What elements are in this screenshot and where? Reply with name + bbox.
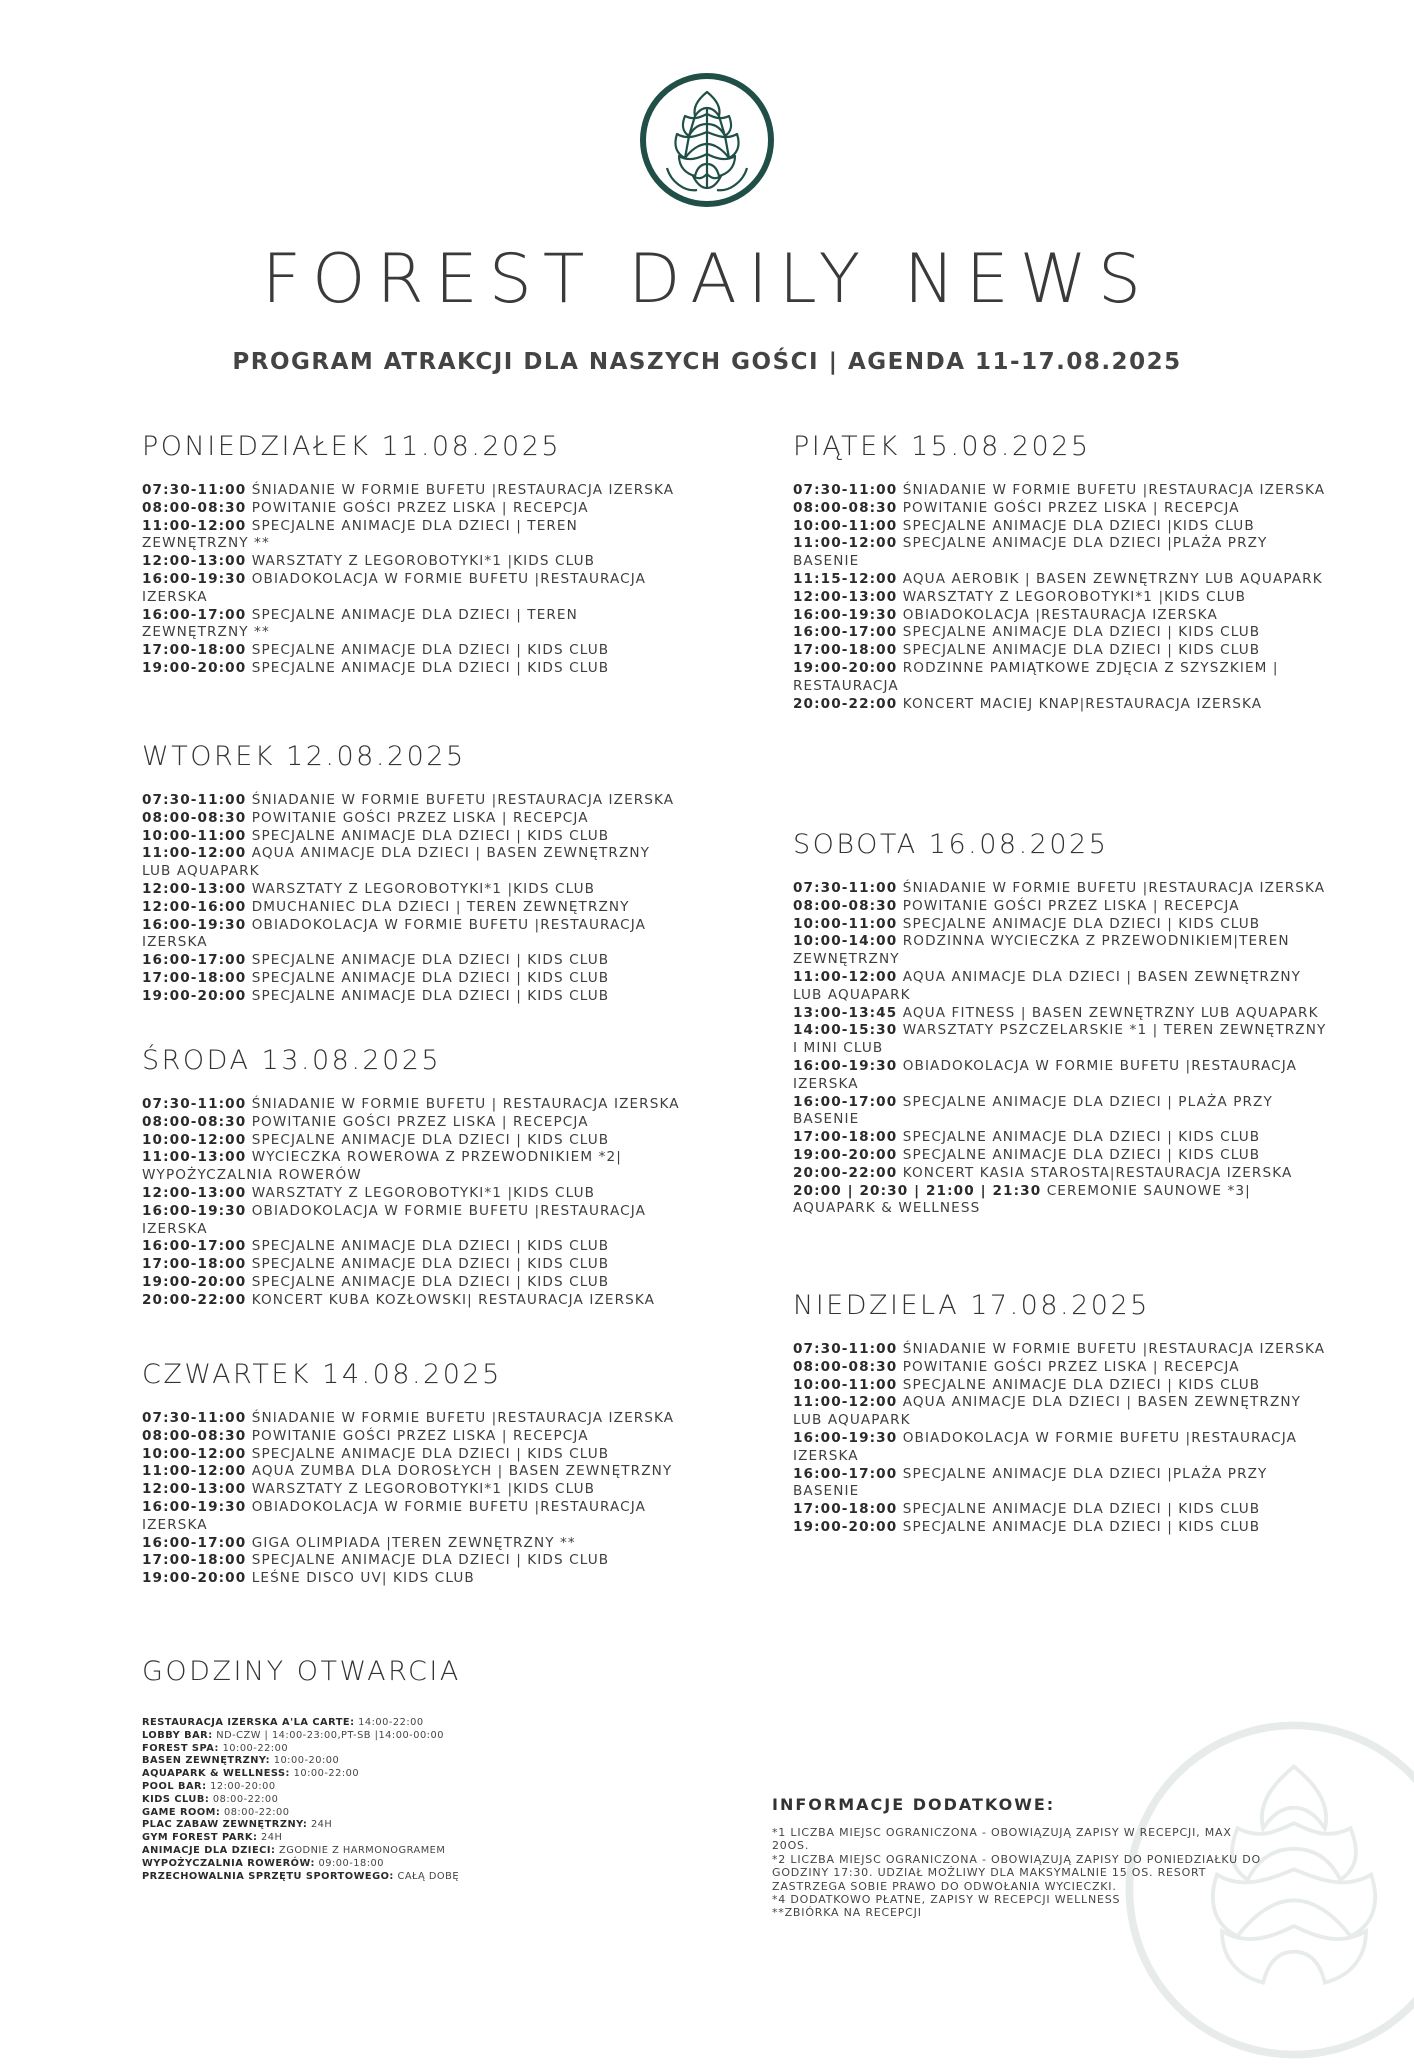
event-row	[793, 1430, 1333, 1466]
opening-hours-row	[142, 1858, 682, 1871]
event-time: 07:30-11:00	[793, 880, 898, 896]
event-time: 12:00-13:00	[142, 1481, 247, 1498]
event-row	[142, 500, 682, 518]
event-description: ŚNIADANIE W FORMIE BUFETU |RESTAURACJA IZERSKA	[902, 482, 1326, 498]
event-row	[793, 624, 1333, 642]
event-row	[142, 1149, 682, 1185]
event-time: 08:00-08:30	[793, 897, 898, 914]
opening-hours-row	[142, 1768, 682, 1781]
event-time: 10:00-14:00	[793, 933, 898, 950]
agenda-subtitle: PROGRAM ATRAKCJI DLA NASZYCH GOŚCI | AGENDA 11-17.08.2025	[232, 349, 1182, 375]
event-row	[793, 1519, 1333, 1537]
additional-info-section	[772, 1795, 1272, 1920]
additional-info-notes	[772, 1826, 1272, 1920]
opening-hours-row	[142, 1832, 682, 1845]
event-time: 11:00-13:00	[142, 1149, 247, 1166]
info-note: *2 LICZBA MIEJSC OGRANICZONA - OBOWIĄZUJĄ ZAPISY DO PONIEDZIAŁKU DO GODZINY 17:30. UDZIAŁ MOŻLIWY DLA MAKSYMALNIE 15 OS. RESORT ZASTRZEGA SOBIE PRAWO DO ODWOŁANIA WYCIECZKI.	[772, 1852, 1262, 1893]
day-section	[142, 431, 682, 678]
day-section	[793, 1290, 1333, 1537]
event-description: OBIADOKOLACJA |RESTAURACJA IZERSKA	[902, 606, 1218, 623]
event-time: 07:30-11:00	[142, 1096, 247, 1112]
event-description: WARSZTATY Z LEGOROBOTYKI*1 |KIDS CLUB	[251, 553, 596, 570]
event-row	[793, 1501, 1333, 1519]
event-time: 08:00-08:30	[793, 1358, 898, 1375]
event-time: 12:00-13:00	[793, 588, 898, 605]
event-description: SPECJALNE ANIMACJE DLA DZIECI | KIDS CLUB	[251, 1552, 610, 1569]
venue-label: PLAC ZABAW ZEWNĘTRZNY:	[142, 1819, 308, 1831]
event-description: WARSZTATY Z LEGOROBOTYKI*1 |KIDS CLUB	[251, 880, 596, 897]
event-row	[142, 988, 682, 1006]
venue-hours: CAŁĄ DOBĘ	[397, 1870, 460, 1882]
opening-hours-title: GODZINY OTWARCIA	[142, 1656, 461, 1687]
event-row	[142, 792, 682, 810]
day-section	[142, 1045, 682, 1310]
event-row	[142, 1096, 682, 1114]
event-row	[793, 482, 1333, 500]
event-description: OBIADOKOLACJA W FORMIE BUFETU |RESTAURACJA IZERSKA	[793, 1057, 1298, 1092]
event-time: 16:00-19:30	[793, 1429, 898, 1446]
event-row	[793, 916, 1333, 934]
event-row	[142, 899, 682, 917]
opening-hours-row	[142, 1743, 682, 1756]
event-description: POWITANIE GOŚCI PRZEZ LISKA | RECEPCJA	[902, 897, 1240, 914]
opening-hours-row	[142, 1717, 682, 1730]
day-section	[142, 741, 682, 1006]
event-row	[793, 1147, 1333, 1165]
venue-label: GAME ROOM:	[142, 1806, 221, 1818]
event-time: 08:00-08:30	[142, 1113, 247, 1130]
event-description: ŚNIADANIE W FORMIE BUFETU |RESTAURACJA IZERSKA	[902, 880, 1326, 896]
opening-hours-row	[142, 1819, 682, 1832]
event-row	[142, 810, 682, 828]
event-time: 10:00-11:00	[793, 1376, 898, 1393]
event-row	[793, 1377, 1333, 1395]
event-time: 16:00-19:30	[142, 570, 247, 587]
venue-hours: 12:00-20:00	[210, 1780, 276, 1792]
event-row	[142, 553, 682, 571]
event-description: SPECJALNE ANIMACJE DLA DZIECI |PLAŻA PRZY BASENIE	[793, 535, 1268, 570]
venue-hours: 08:00-22:00	[223, 1806, 290, 1818]
additional-info-title: INFORMACJE DODATKOWE:	[772, 1795, 1056, 1814]
event-description: LEŚNE DISCO UV| KIDS CLUB	[251, 1570, 475, 1587]
event-list	[793, 1341, 1333, 1537]
venue-hours: 08:00-22:00	[212, 1793, 279, 1805]
event-description: CEREMONIE SAUNOWE *3| AQUAPARK & WELLNESS	[793, 1182, 1251, 1217]
event-description: SPECJALNE ANIMACJE DLA DZIECI | KIDS CLUB	[902, 1501, 1261, 1518]
event-description: AQUA FITNESS | BASEN ZEWNĘTRZNY LUB AQUAPARK	[902, 1004, 1319, 1021]
event-time: 16:00-19:30	[142, 916, 247, 933]
event-time: 20:00-22:00	[793, 1164, 898, 1181]
event-row	[142, 607, 682, 643]
event-description: SPECJALNE ANIMACJE DLA DZIECI | KIDS CLUB	[251, 1273, 610, 1290]
event-description: WARSZTATY Z LEGOROBOTYKI*1 |KIDS CLUB	[902, 588, 1247, 605]
event-description: SPECJALNE ANIMACJE DLA DZIECI | KIDS CLUB	[251, 1445, 610, 1462]
event-row	[142, 1203, 682, 1239]
event-description: SPECJALNE ANIMACJE DLA DZIECI | KIDS CLUB	[902, 624, 1261, 641]
event-description: SPECJALNE ANIMACJE DLA DZIECI | KIDS CLUB	[251, 827, 610, 844]
event-time: 19:00-20:00	[793, 1518, 898, 1535]
event-time: 16:00-17:00	[142, 606, 247, 623]
event-row	[142, 1552, 682, 1570]
event-description: POWITANIE GOŚCI PRZEZ LISKA | RECEPCJA	[251, 1113, 589, 1130]
event-description: SPECJALNE ANIMACJE DLA DZIECI | KIDS CLUB	[902, 1376, 1261, 1393]
event-time: 12:00-13:00	[142, 553, 247, 570]
opening-hours-row	[142, 1755, 682, 1768]
info-note: *1 LICZBA MIEJSC OGRANICZONA - OBOWIĄZUJĄ ZAPISY W RECEPCJI, MAX 20OS.	[772, 1826, 1232, 1853]
venue-hours: 10:00-22:00	[222, 1742, 289, 1754]
event-row	[142, 1481, 682, 1499]
event-description: SPECJALNE ANIMACJE DLA DZIECI | KIDS CLUB	[251, 1131, 610, 1148]
venue-label: WYPOŻYCZALNIA ROWERÓW:	[142, 1857, 315, 1869]
event-time: 11:00-12:00	[793, 535, 898, 552]
event-list	[142, 1410, 682, 1588]
event-time: 17:00-18:00	[142, 1256, 247, 1273]
event-time: 19:00-20:00	[793, 1146, 898, 1163]
event-description: RODZINNA WYCIECZKA Z PRZEWODNIKIEM|TEREN ZEWNĘTRZNY	[793, 933, 1290, 968]
event-time: 10:00-11:00	[142, 827, 247, 844]
venue-label: ANIMACJE DLA DZIECI:	[142, 1844, 276, 1856]
event-time: 07:30-11:00	[793, 482, 898, 498]
event-time: 08:00-08:30	[142, 809, 247, 826]
venue-label: GYM FOREST PARK:	[142, 1832, 258, 1844]
event-row	[142, 1463, 682, 1481]
event-time: 17:00-18:00	[142, 969, 247, 986]
venue-label: RESTAURACJA IZERSKA A'LA CARTE:	[142, 1717, 355, 1728]
event-description: RODZINNE PAMIĄTKOWE ZDJĘCIA Z SZYSZKIEM | RESTAURACJA	[793, 659, 1279, 694]
event-description: WYCIECZKA ROWEROWA Z PRZEWODNIKIEM *2| WYPOŻYCZALNIA ROWERÓW	[142, 1149, 622, 1184]
event-description: KONCERT MACIEJ KNAP|RESTAURACJA IZERSKA	[902, 695, 1263, 712]
forest-cone-logo-icon	[637, 70, 777, 210]
event-time: 19:00-20:00	[142, 1570, 247, 1587]
event-row	[793, 1165, 1333, 1183]
event-row	[793, 571, 1333, 589]
info-note: *4 DODATKOWO PŁATNE, ZAPISY W RECEPCJI WELLNESS	[772, 1893, 1121, 1907]
day-section	[793, 829, 1333, 1218]
venue-hours: 24H	[310, 1819, 333, 1831]
event-row	[793, 969, 1333, 1005]
venue-hours: 14:00-22:00	[358, 1717, 424, 1728]
event-time: 17:00-18:00	[793, 1501, 898, 1518]
event-time: 08:00-08:30	[793, 499, 898, 516]
event-time: 10:00-11:00	[793, 915, 898, 932]
event-description: SPECJALNE ANIMACJE DLA DZIECI | KIDS CLUB	[251, 969, 610, 986]
event-row	[142, 952, 682, 970]
venue-label: AQUAPARK & WELLNESS:	[142, 1768, 290, 1780]
event-row	[142, 1446, 682, 1464]
event-time: 20:00-22:00	[793, 695, 898, 712]
event-time: 16:00-19:30	[142, 1202, 247, 1219]
event-row	[142, 1132, 682, 1150]
event-time: 07:30-11:00	[142, 1410, 247, 1426]
event-row	[793, 1341, 1333, 1359]
event-time: 16:00-19:30	[793, 606, 898, 623]
event-description: ŚNIADANIE W FORMIE BUFETU |RESTAURACJA IZERSKA	[902, 1341, 1326, 1357]
venue-hours: 09:00-18:00	[318, 1857, 385, 1869]
event-row	[793, 898, 1333, 916]
event-row	[793, 1022, 1333, 1058]
event-time: 17:00-18:00	[793, 642, 898, 659]
event-time: 14:00-15:30	[793, 1022, 898, 1039]
event-row	[793, 1005, 1333, 1023]
event-row	[793, 1129, 1333, 1147]
event-row	[142, 1428, 682, 1446]
venue-label: POOL BAR:	[142, 1780, 207, 1792]
event-time: 11:00-12:00	[142, 1463, 247, 1480]
venue-hours: 24H	[261, 1832, 283, 1844]
event-time: 10:00-12:00	[142, 1445, 247, 1462]
event-description: AQUA ANIMACJE DLA DZIECI | BASEN ZEWNĘTRZNY LUB AQUAPARK	[793, 1394, 1302, 1429]
event-row	[142, 571, 682, 607]
event-time: 16:00-17:00	[793, 1093, 898, 1110]
event-row	[142, 1410, 682, 1428]
event-description: POWITANIE GOŚCI PRZEZ LISKA | RECEPCJA	[902, 499, 1240, 516]
event-time: 11:00-12:00	[142, 845, 247, 862]
event-list	[793, 482, 1333, 713]
event-description: SPECJALNE ANIMACJE DLA DZIECI | KIDS CLUB	[902, 1146, 1261, 1163]
event-description: POWITANIE GOŚCI PRZEZ LISKA | RECEPCJA	[251, 1427, 589, 1444]
event-time: 16:00-17:00	[793, 1465, 898, 1482]
opening-hours-row	[142, 1781, 682, 1794]
event-description: SPECJALNE ANIMACJE DLA DZIECI | TEREN ZEWNĘTRZNY **	[142, 606, 578, 641]
event-description: WARSZTATY PSZCZELARSKIE *1 | TEREN ZEWNĘTRZNY I MINI CLUB	[793, 1022, 1327, 1057]
day-title: NIEDZIELA 17.08.2025	[793, 1290, 1150, 1321]
venue-label: PRZECHOWALNIA SPRZĘTU SPORTOWEGO:	[142, 1870, 394, 1882]
event-row	[793, 1094, 1333, 1130]
event-row	[793, 696, 1333, 714]
event-time: 19:00-20:00	[142, 659, 247, 676]
opening-hours-row	[142, 1730, 682, 1743]
event-time: 17:00-18:00	[142, 642, 247, 659]
event-time: 13:00-13:45	[793, 1004, 898, 1021]
event-description: OBIADOKOLACJA W FORMIE BUFETU |RESTAURACJA IZERSKA	[142, 1202, 647, 1237]
opening-hours-section	[142, 1656, 682, 1883]
event-description: SPECJALNE ANIMACJE DLA DZIECI |PLAŻA PRZY BASENIE	[793, 1465, 1268, 1500]
event-time: 07:30-11:00	[793, 1341, 898, 1357]
event-description: AQUA AEROBIK | BASEN ZEWNĘTRZNY LUB AQUAPARK	[902, 570, 1323, 587]
event-row	[142, 917, 682, 953]
event-time: 10:00-11:00	[793, 517, 898, 534]
event-row	[793, 642, 1333, 660]
event-row	[142, 1274, 682, 1292]
event-row	[793, 1183, 1333, 1219]
event-time: 16:00-19:30	[793, 1057, 898, 1074]
day-title: CZWARTEK 14.08.2025	[142, 1359, 502, 1390]
event-description: SPECJALNE ANIMACJE DLA DZIECI | KIDS CLUB	[902, 1129, 1261, 1146]
event-description: SPECJALNE ANIMACJE DLA DZIECI | KIDS CLUB	[251, 659, 610, 676]
event-description: SPECJALNE ANIMACJE DLA DZIECI | KIDS CLUB	[251, 1256, 610, 1273]
opening-hours-row	[142, 1871, 682, 1884]
event-row	[793, 1466, 1333, 1502]
event-row	[142, 828, 682, 846]
day-section	[793, 431, 1333, 713]
event-row	[793, 660, 1333, 696]
event-row	[142, 1499, 682, 1535]
event-description: GIGA OLIMPIADA |TEREN ZEWNĘTRZNY **	[251, 1534, 576, 1551]
event-time: 19:00-20:00	[793, 659, 898, 676]
opening-hours-row	[142, 1794, 682, 1807]
event-description: POWITANIE GOŚCI PRZEZ LISKA | RECEPCJA	[251, 809, 589, 826]
day-title: WTOREK 12.08.2025	[142, 741, 466, 772]
event-row	[142, 1238, 682, 1256]
venue-hours: 10:00-20:00	[273, 1755, 340, 1767]
event-description: SPECJALNE ANIMACJE DLA DZIECI | TEREN ZEWNĘTRZNY **	[142, 517, 578, 552]
event-row	[793, 535, 1333, 571]
event-description: POWITANIE GOŚCI PRZEZ LISKA | RECEPCJA	[902, 1358, 1240, 1375]
event-description: ŚNIADANIE W FORMIE BUFETU |RESTAURACJA IZERSKA	[251, 792, 675, 808]
event-description: AQUA ANIMACJE DLA DZIECI | BASEN ZEWNĘTRZNY LUB AQUAPARK	[793, 968, 1302, 1003]
event-description: SPECJALNE ANIMACJE DLA DZIECI |KIDS CLUB	[902, 517, 1255, 534]
day-title: PIĄTEK 15.08.2025	[793, 431, 1091, 462]
day-title: SOBOTA 16.08.2025	[793, 829, 1109, 860]
day-title: PONIEDZIAŁEK 11.08.2025	[142, 431, 562, 462]
event-row	[793, 607, 1333, 625]
event-row	[142, 518, 682, 554]
event-description: SPECJALNE ANIMACJE DLA DZIECI | KIDS CLUB	[902, 915, 1261, 932]
event-description: ŚNIADANIE W FORMIE BUFETU |RESTAURACJA IZERSKA	[251, 482, 675, 498]
event-row	[142, 970, 682, 988]
event-description: WARSZTATY Z LEGOROBOTYKI*1 |KIDS CLUB	[251, 1481, 596, 1498]
event-row	[142, 660, 682, 678]
event-time: 17:00-18:00	[793, 1129, 898, 1146]
page-title: FOREST DAILY NEWS	[261, 240, 1153, 319]
event-time: 16:00-17:00	[793, 624, 898, 641]
event-description: OBIADOKOLACJA W FORMIE BUFETU |RESTAURACJA IZERSKA	[793, 1429, 1298, 1464]
event-row	[142, 1570, 682, 1588]
event-description: OBIADOKOLACJA W FORMIE BUFETU |RESTAURACJA IZERSKA	[142, 916, 647, 951]
event-time: 20:00-22:00	[142, 1291, 247, 1308]
event-description: SPECJALNE ANIMACJE DLA DZIECI | PLAŻA PRZY BASENIE	[793, 1093, 1273, 1128]
info-note: **ZBIÓRKA NA RECEPCJI	[772, 1906, 922, 1920]
event-description: ŚNIADANIE W FORMIE BUFETU |RESTAURACJA IZERSKA	[251, 1410, 675, 1426]
event-description: SPECJALNE ANIMACJE DLA DZIECI | KIDS CLUB	[251, 642, 610, 659]
event-description: WARSZTATY Z LEGOROBOTYKI*1 |KIDS CLUB	[251, 1184, 596, 1201]
event-time: 19:00-20:00	[142, 1273, 247, 1290]
event-description: SPECJALNE ANIMACJE DLA DZIECI | KIDS CLUB	[251, 987, 610, 1004]
event-row	[142, 1535, 682, 1553]
event-description: SPECJALNE ANIMACJE DLA DZIECI | KIDS CLUB	[902, 1518, 1261, 1535]
event-row	[793, 1058, 1333, 1094]
event-row	[142, 642, 682, 660]
event-time: 17:00-18:00	[142, 1552, 247, 1569]
venue-hours: 10:00-22:00	[293, 1768, 360, 1780]
event-description: AQUA ZUMBA DLA DOROSŁYCH | BASEN ZEWNĘTRZNY	[251, 1463, 673, 1480]
opening-hours-row	[142, 1845, 682, 1858]
venue-hours: ZGODNIE Z HARMONOGRAMEM	[279, 1844, 446, 1856]
event-row	[142, 1185, 682, 1203]
event-description: SPECJALNE ANIMACJE DLA DZIECI | KIDS CLUB	[251, 952, 610, 969]
event-row	[142, 881, 682, 899]
event-time: 08:00-08:30	[142, 1427, 247, 1444]
event-description: AQUA ANIMACJE DLA DZIECI | BASEN ZEWNĘTRZNY LUB AQUAPARK	[142, 845, 651, 880]
event-time: 11:00-12:00	[793, 1394, 898, 1411]
event-description: SPECJALNE ANIMACJE DLA DZIECI | KIDS CLUB	[251, 1238, 610, 1255]
event-row	[142, 1292, 682, 1310]
event-description: SPECJALNE ANIMACJE DLA DZIECI | KIDS CLUB	[902, 642, 1261, 659]
event-time: 12:00-13:00	[142, 880, 247, 897]
event-time: 16:00-17:00	[142, 1238, 247, 1255]
event-description: DMUCHANIEC DLA DZIECI | TEREN ZEWNĘTRZNY	[251, 898, 630, 915]
event-row	[793, 500, 1333, 518]
event-time: 16:00-17:00	[142, 1534, 247, 1551]
event-time: 12:00-13:00	[142, 1184, 247, 1201]
opening-hours-list	[142, 1717, 682, 1883]
venue-label: FOREST SPA:	[142, 1742, 219, 1754]
event-time: 08:00-08:30	[142, 499, 247, 516]
event-row	[793, 880, 1333, 898]
event-time: 20:00 | 20:30 | 21:00 | 21:30	[793, 1182, 1042, 1199]
event-description: OBIADOKOLACJA W FORMIE BUFETU |RESTAURACJA IZERSKA	[142, 570, 647, 605]
day-section	[142, 1359, 682, 1588]
event-list	[142, 792, 682, 1006]
event-list	[142, 482, 682, 678]
event-row	[142, 1256, 682, 1274]
event-description: KONCERT KASIA STAROSTA|RESTAURACJA IZERSKA	[902, 1164, 1293, 1181]
event-time: 11:00-12:00	[793, 968, 898, 985]
event-row	[793, 1359, 1333, 1377]
event-list	[142, 1096, 682, 1310]
event-row	[142, 845, 682, 881]
event-description: OBIADOKOLACJA W FORMIE BUFETU |RESTAURACJA IZERSKA	[142, 1498, 647, 1533]
venue-label: LOBBY BAR:	[142, 1729, 213, 1741]
venue-label: KIDS CLUB:	[142, 1793, 210, 1805]
event-time: 11:15-12:00	[793, 570, 898, 587]
event-time: 11:00-12:00	[142, 517, 247, 534]
event-row	[142, 482, 682, 500]
event-time: 16:00-19:30	[142, 1498, 247, 1515]
event-time: 16:00-17:00	[142, 952, 247, 969]
event-row	[793, 1394, 1333, 1430]
event-row	[142, 1114, 682, 1132]
event-time: 12:00-16:00	[142, 898, 247, 915]
event-description: KONCERT KUBA KOZŁOWSKI| RESTAURACJA IZERSKA	[251, 1291, 656, 1308]
event-row	[793, 518, 1333, 536]
event-time: 07:30-11:00	[142, 792, 247, 808]
event-row	[793, 589, 1333, 607]
event-time: 07:30-11:00	[142, 482, 247, 498]
event-row	[793, 933, 1333, 969]
event-time: 10:00-12:00	[142, 1131, 247, 1148]
event-description: POWITANIE GOŚCI PRZEZ LISKA | RECEPCJA	[251, 499, 589, 516]
venue-label: BASEN ZEWNĘTRZNY:	[142, 1755, 271, 1767]
event-list	[793, 880, 1333, 1218]
venue-hours: ND-CZW | 14:00-23:00,PT-SB |14:00-00:00	[216, 1729, 444, 1741]
day-title: ŚRODA 13.08.2025	[142, 1045, 442, 1076]
event-description: ŚNIADANIE W FORMIE BUFETU | RESTAURACJA IZERSKA	[251, 1096, 680, 1112]
event-time: 19:00-20:00	[142, 987, 247, 1004]
opening-hours-row	[142, 1807, 682, 1820]
